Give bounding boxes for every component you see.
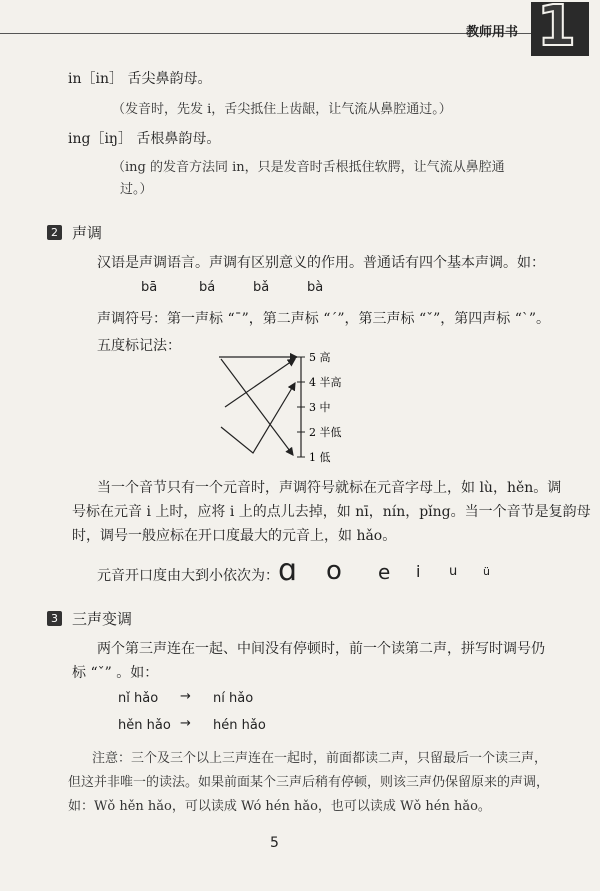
tone-marks-line: 声调符号：第一声标 “ˉ”，第二声标 “ˊ”，第三声标 “ˇ”，第四声标 “ˋ”。 bbox=[97, 311, 551, 327]
sandhi-example-2-to: hén hǎo bbox=[213, 718, 266, 733]
tone4-contour bbox=[221, 359, 293, 455]
final-ing-note-line2: 过。） bbox=[120, 182, 153, 197]
section-3-title: 三声变调 bbox=[72, 610, 133, 628]
tone-example-1: bā bbox=[141, 280, 158, 295]
sandhi-note-line3: 如：Wǒ hěn hǎo，可以读成 Wó hén hǎo，也可以读成 Wǒ hén hǎo。 bbox=[68, 799, 491, 814]
tone-intro: 汉语是声调语言。声调有区别意义的作用。普通话有四个基本声调。如： bbox=[97, 255, 545, 271]
section-2-badge: 2 bbox=[47, 225, 62, 240]
tone-example-2: bá bbox=[199, 280, 216, 295]
section-2-title: 声调 bbox=[72, 224, 103, 242]
vowel-o: o bbox=[326, 556, 342, 586]
scale-label-3: 3 中 bbox=[309, 401, 331, 414]
scale-label-5: 5 高 bbox=[309, 351, 331, 364]
tone-example-4: bà bbox=[307, 280, 324, 295]
sandhi-example-2-arrow: → bbox=[180, 716, 191, 731]
sandhi-example-1-from: nǐ hǎo bbox=[118, 691, 159, 706]
five-level-diagram bbox=[205, 345, 345, 470]
five-level-label: 五度标记法： bbox=[97, 338, 181, 354]
vowel-a: ɑ bbox=[278, 553, 298, 588]
chapter-number: 1 bbox=[537, 0, 576, 59]
tone-example-3: bǎ bbox=[253, 280, 270, 295]
scale-label-1: 1 低 bbox=[309, 451, 331, 464]
vowel-i: i bbox=[416, 562, 421, 581]
third-tone-line2: 标 “ˇ” 。如： bbox=[72, 665, 159, 681]
vowel-order-label: 元音开口度由大到小依次为： bbox=[97, 568, 279, 584]
page-number: 5 bbox=[270, 835, 279, 851]
sandhi-example-1-arrow: → bbox=[180, 689, 191, 704]
final-in-label: in［in］ 舌尖鼻韵母。 bbox=[68, 71, 212, 87]
final-in-note: （发音时，先发 i，舌尖抵住上齿龈，让气流从鼻腔通过。） bbox=[112, 102, 452, 117]
scale-label-4: 4 半高 bbox=[309, 376, 342, 389]
tone-placement-line2: 号标在元音 i 上时，应将 i 上的点儿去掉，如 nī，nín，pǐng。当一个音节是复韵母 bbox=[72, 504, 591, 520]
final-ing-note-line1: （ing 的发音方法同 in，只是发音时舌根抵住软腭，让气流从鼻腔通 bbox=[112, 160, 505, 175]
final-ing-label: ing［iŋ］ 舌根鼻韵母。 bbox=[68, 131, 221, 147]
tone-placement-line3: 时，调号一般应标在开口度最大的元音上，如 hǎo。 bbox=[72, 528, 397, 544]
vowel-e: e bbox=[378, 560, 391, 584]
header-rule bbox=[0, 33, 540, 34]
sandhi-example-1-to: ní hǎo bbox=[213, 691, 254, 706]
sandhi-example-2-from: hěn hǎo bbox=[118, 718, 171, 733]
section-3-badge: 3 bbox=[47, 611, 62, 626]
vowel-u: u bbox=[449, 564, 458, 579]
sandhi-note-line1: 注意：三个及三个以上三声连在一起时，前面都读二声，只留最后一个读三声， bbox=[92, 751, 548, 766]
third-tone-line1: 两个第三声连在一起、中间没有停顿时，前一个读第二声，拼写时调号仍 bbox=[97, 641, 545, 657]
sandhi-note-line2: 但这并非唯一的读法。如果前面某个三声后稍有停顿，则该三声仍保留原来的声调， bbox=[68, 775, 550, 790]
scale-label-2: 2 半低 bbox=[309, 426, 342, 439]
tone-placement-line1: 当一个音节只有一个元音时，声调符号就标在元音字母上，如 lù，hěn。调 bbox=[97, 480, 562, 496]
vowel-u-umlaut: ü bbox=[483, 565, 490, 578]
book-title: 教师用书 bbox=[466, 25, 519, 40]
